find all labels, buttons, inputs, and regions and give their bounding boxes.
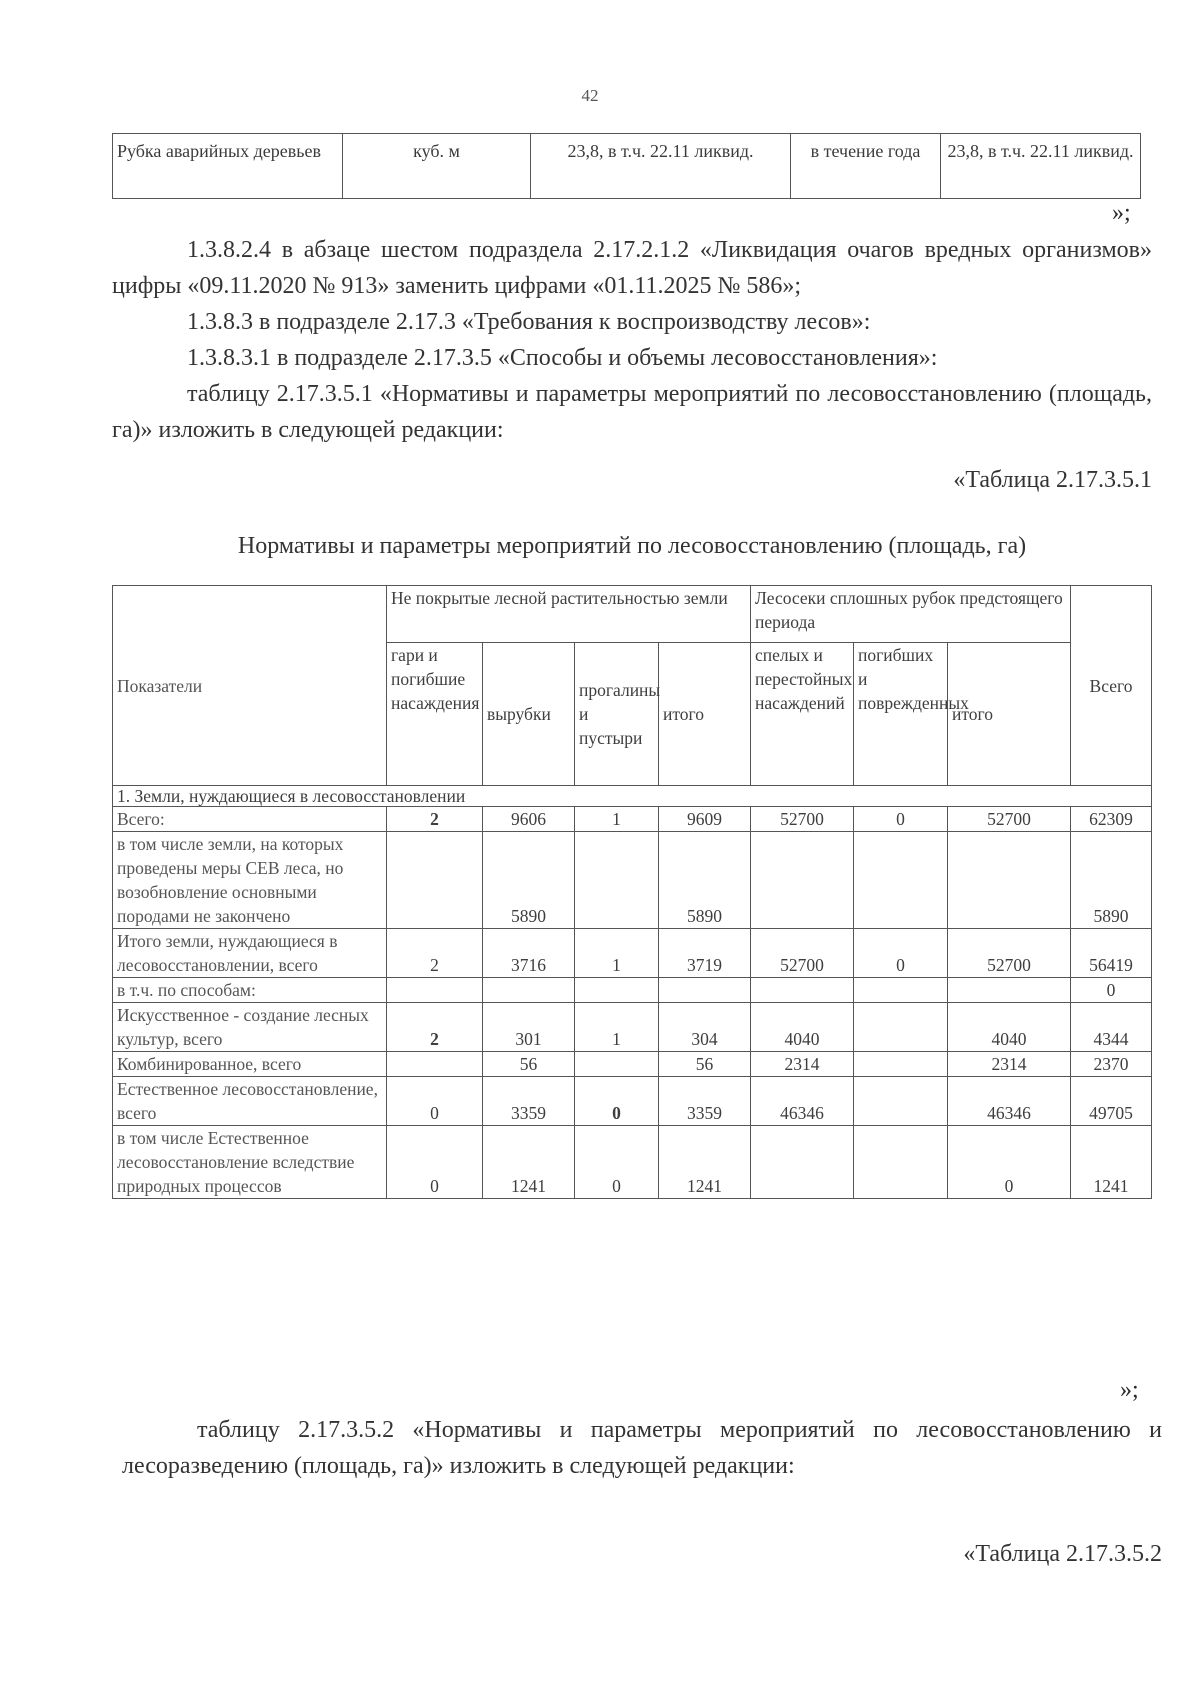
closing-quote: »;: [1112, 200, 1131, 226]
table-cell: 3359: [483, 1077, 575, 1126]
table-cell: 0: [948, 1126, 1071, 1199]
table-label: «Таблица 2.17.3.5.2: [963, 1541, 1162, 1567]
table-cell: 1241: [483, 1126, 575, 1199]
table-cell: 2314: [948, 1052, 1071, 1077]
table-cell: 2370: [1071, 1052, 1152, 1077]
table-cell: 301: [483, 1003, 575, 1052]
table-cell: 1241: [1071, 1126, 1152, 1199]
table-cell: [854, 832, 948, 929]
table-cell: [575, 832, 659, 929]
table-row: [113, 807, 1152, 832]
table-cell: 46346: [751, 1077, 854, 1126]
table-cell: [751, 832, 854, 929]
table-cell: 0: [575, 1077, 659, 1126]
table-row: [113, 929, 1152, 978]
table-cell: Рубка аварийных деревьев: [113, 134, 343, 199]
table-cell: 1241: [659, 1126, 751, 1199]
table-cell: 23,8, в т.ч. 22.11 ликвид.: [941, 134, 1141, 199]
section-title: 1. Земли, нуждающиеся в лесовосстановлении: [113, 786, 1152, 807]
table-cell: куб. м: [343, 134, 531, 199]
table-cell: 2: [387, 929, 483, 978]
table-cell: [751, 978, 854, 1003]
paragraph-subsection: 1.3.8.3.1 в подразделе 2.17.3.5 «Способы и объемы лесовосстановления»:: [187, 345, 938, 371]
table-cell: [575, 978, 659, 1003]
table-row: [113, 978, 1152, 1003]
table-cell: 52700: [948, 929, 1071, 978]
table-cell: [575, 1052, 659, 1077]
table-title: Нормативы и параметры мероприятий по лесовосстановлению (площадь, га): [237, 533, 1027, 559]
table-cell: [387, 1052, 483, 1077]
table-cell: 3716: [483, 929, 575, 978]
row-label: Комбинированное, всего: [113, 1052, 387, 1077]
table-cell: 5890: [659, 832, 751, 929]
column-header: итого: [659, 643, 751, 786]
table-cell: [854, 1052, 948, 1077]
table-cell: 3719: [659, 929, 751, 978]
row-label: Искусственное - создание лесных культур, всего: [113, 1003, 387, 1052]
table-section-row: [113, 786, 1152, 807]
column-header: гари и погибшие насаждения: [387, 643, 483, 786]
table-cell: 0: [1071, 978, 1152, 1003]
table-cell: [854, 1126, 948, 1199]
column-group-header: Лесосеки сплошных рубок предстоящего периода: [751, 586, 1071, 643]
column-header: погибших и поврежденных: [854, 643, 948, 786]
table-row: [113, 832, 1152, 929]
row-label: в том числе Естественное лесовосстановление вследствие природных процессов: [113, 1126, 387, 1199]
column-header: прогалины и пустыри: [575, 643, 659, 786]
table-cell: 0: [854, 929, 948, 978]
table-cell: 62309: [1071, 807, 1152, 832]
table-cell: [854, 978, 948, 1003]
row-label: Итого земли, нуждающиеся в лесовосстановлении, всего: [113, 929, 387, 978]
table-cell: [387, 832, 483, 929]
table-cell: 2: [387, 807, 483, 832]
table-cell: 0: [854, 807, 948, 832]
table-cell: 1: [575, 807, 659, 832]
table-cell: 56: [659, 1052, 751, 1077]
column-header: вырубки: [483, 643, 575, 786]
table-row: [113, 1003, 1152, 1052]
table-cell: 4040: [948, 1003, 1071, 1052]
table-cell: 52700: [751, 807, 854, 832]
table-cell: 304: [659, 1003, 751, 1052]
table-cell: [948, 832, 1071, 929]
table-cell: [751, 1126, 854, 1199]
table-row: [113, 134, 1141, 199]
table-cell: 9609: [659, 807, 751, 832]
row-label: в т.ч. по способам:: [113, 978, 387, 1003]
previous-table-tail: [112, 133, 1141, 199]
column-header: Всего: [1071, 586, 1152, 786]
table-cell: в течение года: [791, 134, 941, 199]
table-cell: 49705: [1071, 1077, 1152, 1126]
closing-quote: »;: [1120, 1377, 1139, 1403]
table-cell: [854, 1077, 948, 1126]
table-cell: [854, 1003, 948, 1052]
row-label: в том числе земли, на которых проведены меры СЕВ леса, но возобновление основными породами не закончено: [113, 832, 387, 929]
table-cell: [483, 978, 575, 1003]
table-cell: 2: [387, 1003, 483, 1052]
table-cell: 1: [575, 929, 659, 978]
paragraph-table-intro: таблицу 2.17.3.5.2 «Нормативы и параметры мероприятий по лесовосстановлению и лесоразведению (площадь, га)» изложить в следующей редакции:: [122, 1417, 1162, 1479]
table-cell: 5890: [1071, 832, 1152, 929]
table-cell: 0: [575, 1126, 659, 1199]
table-cell: 5890: [483, 832, 575, 929]
column-header: Показатели: [113, 586, 387, 786]
table-cell: 4344: [1071, 1003, 1152, 1052]
table-cell: 52700: [751, 929, 854, 978]
table-cell: [659, 978, 751, 1003]
table-cell: 52700: [948, 807, 1071, 832]
row-label: Естественное лесовосстановление, всего: [113, 1077, 387, 1126]
table-cell: 46346: [948, 1077, 1071, 1126]
row-label: Всего:: [113, 807, 387, 832]
table-row: [113, 1052, 1152, 1077]
table-row: [113, 1126, 1152, 1199]
table-cell: 4040: [751, 1003, 854, 1052]
table-cell: 23,8, в т.ч. 22.11 ликвид.: [531, 134, 791, 199]
table-cell: 56: [483, 1052, 575, 1077]
reforestation-table: [112, 585, 1152, 1199]
table-cell: 56419: [1071, 929, 1152, 978]
table-header-row: [113, 586, 1152, 643]
table-label: «Таблица 2.17.3.5.1: [953, 467, 1152, 493]
table-cell: 0: [387, 1077, 483, 1126]
table-cell: [948, 978, 1071, 1003]
paragraph-subsection: 1.3.8.3 в подразделе 2.17.3 «Требования к воспроизводству лесов»:: [187, 309, 871, 335]
paragraph-amendment: 1.3.8.2.4 в абзаце шестом подраздела 2.17.2.1.2 «Ликвидация очагов вредных организмов» цифры «09.11.2020 № 913» заменить цифрами «01.11.2025 № 586»;: [112, 237, 1152, 299]
page-number: 42: [581, 86, 599, 105]
table-cell: 0: [387, 1126, 483, 1199]
table-cell: [387, 978, 483, 1003]
table-row: [113, 1077, 1152, 1126]
paragraph-table-intro: таблицу 2.17.3.5.1 «Нормативы и параметры мероприятий по лесовосстановлению (площадь, га)» изложить в следующей редакции:: [112, 381, 1152, 443]
table-cell: 3359: [659, 1077, 751, 1126]
table-cell: 1: [575, 1003, 659, 1052]
column-header: итого: [948, 643, 1071, 786]
column-group-header: Не покрытые лесной растительностью земли: [387, 586, 751, 643]
column-header: спелых и перестойных насаждений: [751, 643, 854, 786]
table-cell: 2314: [751, 1052, 854, 1077]
table-cell: 9606: [483, 807, 575, 832]
